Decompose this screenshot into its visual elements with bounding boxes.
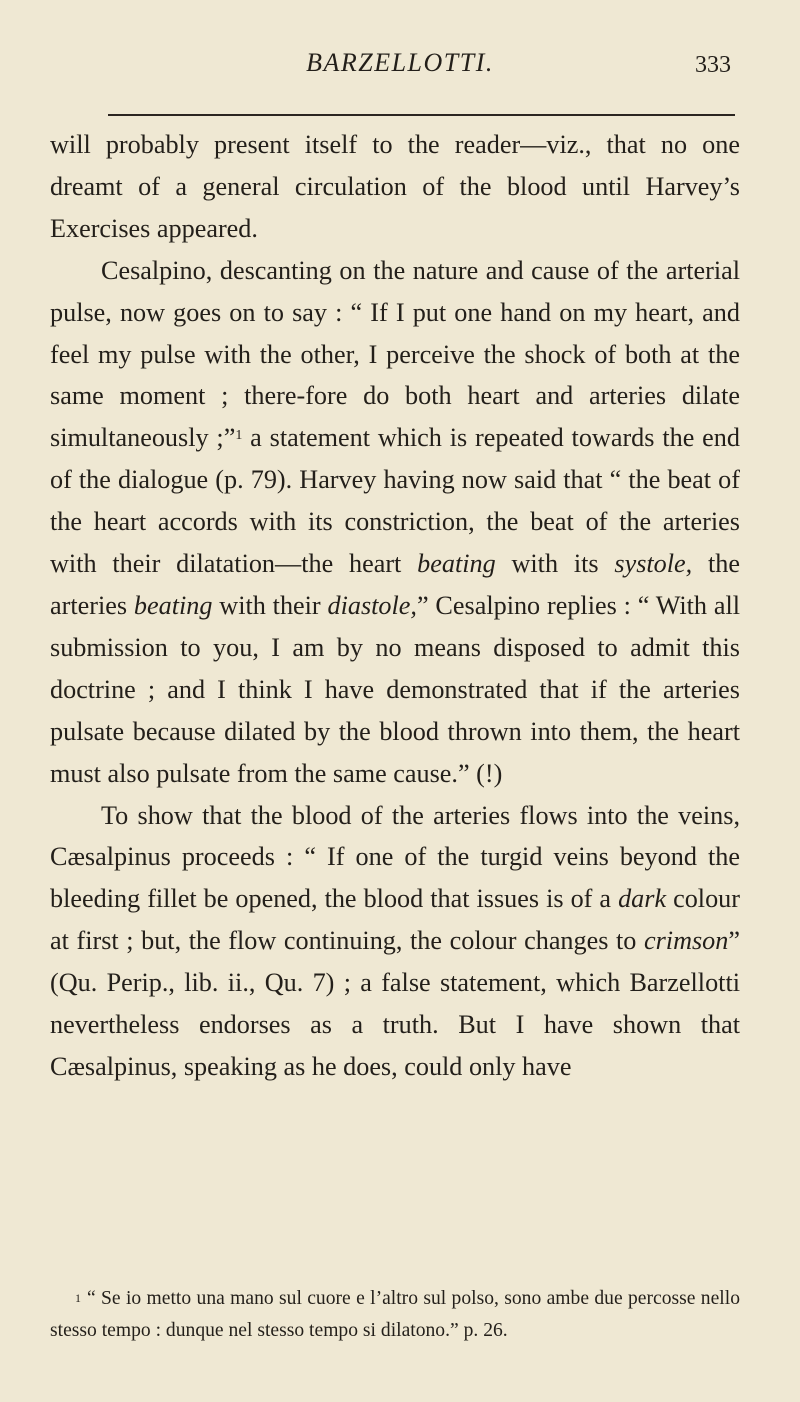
footnote-mark: 1: [75, 1291, 81, 1305]
p3-italic-dark: dark: [618, 884, 667, 914]
page-number: 333: [695, 52, 731, 78]
footnote-text: “ Se io metto una mano sul cuore e l’altro sul polso, sono ambe due percosse nello stesso tempo : dunque nel stesso tempo si dilatono.” p. 26.: [50, 1288, 740, 1341]
p2-italic-beating-1: beating: [417, 549, 496, 579]
p3-text-b: colour at first ; but, the flow continuing, the colour changes to: [50, 884, 740, 956]
p2-text-b: a statement which is repeated towards the end of the dialogue (p. 79). Harvey having now said that “ the beat of the heart accords with its constriction, the beat of the arteries with their dilatation—the heart: [50, 423, 740, 579]
p3-text-a: To show that the blood of the arteries flows into the veins, Cæsalpinus proceeds : “ If one of the turgid veins beyond the bleeding fillet be opened, the blood that issues is of a: [50, 800, 740, 914]
p2-italic-beating-2: beating: [133, 590, 213, 620]
footnote-paragraph: [50, 1283, 740, 1347]
paragraph-2: [50, 250, 740, 795]
p2-text-a: Cesalpino, descanting on the nature and cause of the arterial pulse, now goes on to say : “ If I put one hand on my heart, and feel my pulse with the other, I perceive the shock of both at the same moment ; there-fore do both heart and arteries dilate simultaneously ;”: [50, 255, 740, 453]
header-rule: [108, 114, 735, 116]
p2-italic-systole: systole,: [614, 549, 693, 579]
p2-italic-diastole: diastole,: [327, 590, 417, 620]
paragraph-1-text: will probably present itself to the reader—viz., that no one dreamt of a general circulation of the blood until Harvey’s Exercises appeared.: [50, 130, 740, 243]
footnote-reference: 1: [235, 428, 243, 444]
p2-text-e: with their: [212, 590, 328, 620]
paragraph-3: [50, 795, 740, 1088]
p2-text-d: the arteries: [50, 549, 740, 620]
running-head: [0, 46, 800, 86]
p2-text-c: with its: [495, 549, 615, 579]
paragraph-1: [50, 124, 740, 250]
footnote: [50, 1283, 740, 1347]
p3-italic-crimson: crimson: [643, 926, 729, 956]
body-text: [50, 124, 740, 1088]
p2-text-f: ” Cesalpino replies : “ With all submission to you, I am by no means disposed to admit this doctrine ; and I think I have demonstrated that if the arteries pulsate because dilated by the blood thrown into them, the heart must also pulsate from the same cause.” (!): [50, 590, 741, 788]
p3-text-c: ” (Qu. Perip., lib. ii., Qu. 7) ; a false statement, which Barzellotti nevertheless endorses as a truth. But I have shown that Cæsalpinus, speaking as he does, could only have: [50, 926, 740, 1081]
running-title: BARZELLOTTI.: [306, 48, 494, 77]
